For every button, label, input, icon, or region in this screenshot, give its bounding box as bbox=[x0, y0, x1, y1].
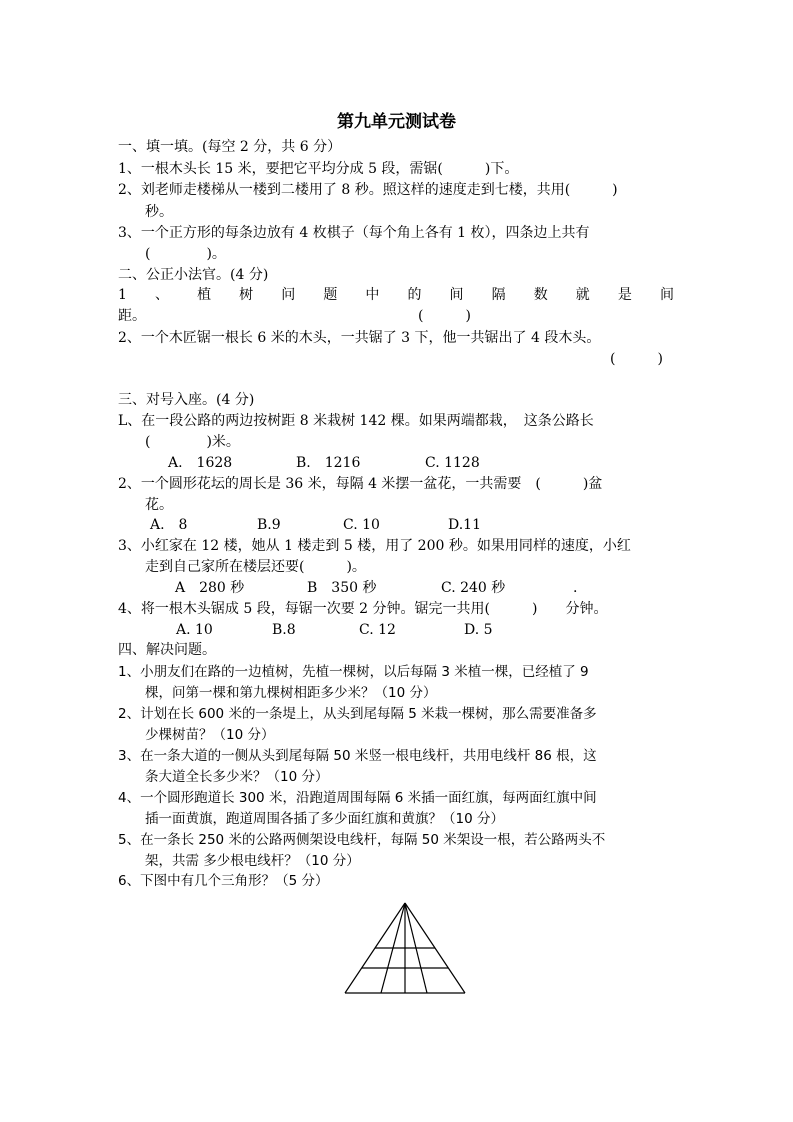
triangle-figure bbox=[340, 900, 470, 996]
section4-q3: 3、在一条大道的一侧从头到尾每隔 50 米竖一根电线杆，共用电线杆 86 根，这 bbox=[118, 748, 597, 764]
section4-q6: 6、下图中有几个三角形？（5 分） bbox=[118, 873, 329, 889]
option: C. 1128 bbox=[425, 455, 480, 471]
section3-q4: 4、将一根木头锯成 5 段，每锯一次要 2 分钟。锯完一共用( ) 分钟。 bbox=[118, 601, 608, 617]
q1-char: 问 bbox=[281, 287, 296, 303]
option: . bbox=[573, 580, 578, 596]
option: A. 8 bbox=[150, 517, 188, 533]
section1-q2-cont: 秒。 bbox=[145, 204, 173, 220]
q1-char: 、 bbox=[155, 287, 169, 303]
section4-q2: 2、计划在长 600 米的一条堤上，从头到尾每隔 5 米栽一棵树，那么需要准备多 bbox=[118, 706, 597, 722]
section4-q4: 4、一个圆形跑道长 300 米，沿跑道周围每隔 6 米插一面红旗，每两面红旗中间 bbox=[118, 790, 597, 806]
section2-header: 二、公正小法官。(4 分) bbox=[118, 267, 269, 283]
page-title: 第九单元测试卷 bbox=[337, 112, 456, 132]
q1-char: 树 bbox=[239, 287, 254, 303]
section1-q3: 3、一个正方形的每条边放有 4 枚棋子（每个角上各有 1 枚），四条边上共有 bbox=[118, 225, 590, 241]
q1-char: 题 bbox=[323, 287, 338, 303]
section4-q4-cont: 插一面黄旗，跑道周围各插了多少面红旗和黄旗？（10 分） bbox=[145, 811, 504, 827]
section3-q3: 3、小红家在 12 楼，她从 1 楼走到 5 楼，用了 200 秒。如果用同样的速度，小红 bbox=[118, 538, 631, 554]
option: C. 240 秒 bbox=[441, 580, 506, 596]
option: B.8 bbox=[272, 622, 296, 638]
section1-header: 一、填一填。(每空 2 分，共 6 分） bbox=[118, 139, 342, 155]
section2-q1-cont: 距。 bbox=[118, 308, 146, 324]
q1-char: 中 bbox=[365, 287, 380, 303]
option: A. 1628 bbox=[168, 455, 233, 471]
section3-q3-cont: 走到自己家所在楼层还要( )。 bbox=[145, 559, 366, 575]
q1-char: 数 bbox=[533, 287, 548, 303]
option: D.11 bbox=[448, 517, 481, 533]
section2-q2-answer-paren: ( ) bbox=[610, 351, 663, 367]
section4-header: 四、解决问题。 bbox=[118, 642, 216, 658]
q1-char: 就 bbox=[575, 287, 590, 303]
section4-q1: 1、小朋友们在路的一边植树，先植一棵树，以后每隔 3 米植一棵，已经植了 9 bbox=[118, 664, 589, 680]
section3-q2: 2、一个圆形花坛的周长是 36 米，每隔 4 米摆一盆花，一共需要 ( )盆 bbox=[118, 476, 603, 492]
section2-q2: 2、一个木匠锯一根长 6 米的木头，一共锯了 3 下，他一共锯出了 4 段木头。 bbox=[118, 330, 601, 346]
q1-char: 植 bbox=[197, 287, 212, 303]
option: B.9 bbox=[257, 517, 281, 533]
section4-q1-cont: 棵，问第一棵和第九棵树相距多少米？（10 分） bbox=[145, 685, 437, 701]
section3-q2-cont: 花。 bbox=[145, 497, 173, 513]
section4-q2-cont: 少棵树苗？（10 分） bbox=[145, 727, 275, 743]
q1-char: 隔 bbox=[491, 287, 506, 303]
q1-char: 是 bbox=[617, 287, 632, 303]
option: C. 12 bbox=[359, 622, 396, 638]
section4-q3-cont: 条大道全长多少米？（10 分） bbox=[145, 769, 329, 785]
q1-char: 间 bbox=[659, 287, 674, 303]
section2-q1-answer-paren: ( ) bbox=[418, 308, 471, 324]
option: A 280 秒 bbox=[175, 580, 245, 596]
option: A. 10 bbox=[176, 622, 213, 638]
option: B 350 秒 bbox=[307, 580, 377, 596]
option: C. 10 bbox=[343, 517, 380, 533]
section1-q3-cont: ( )。 bbox=[145, 246, 226, 262]
section3-header: 三、对号入座。(4 分) bbox=[118, 392, 255, 408]
q1-char: 的 bbox=[407, 287, 422, 303]
section1-q2: 2、刘老师走楼梯从一楼到二楼用了 8 秒。照这样的速度走到七楼，共用( ) bbox=[118, 182, 618, 198]
option: B. 1216 bbox=[296, 455, 361, 471]
q1-char: 1 bbox=[118, 287, 127, 303]
section1-q1: 1、一根木头长 15 米，要把它平均分成 5 段，需锯( )下。 bbox=[118, 161, 519, 177]
section4-q5: 5、在一条长 250 米的公路两侧架设电线杆，每隔 50 米架设一根，若公路两头不 bbox=[118, 832, 606, 848]
section3-q1-cont: ( )米。 bbox=[145, 434, 240, 450]
section3-q1: L、在一段公路的两边按树距 8 米栽树 142 棵。如果两端都栽， 这条公路长 bbox=[118, 413, 594, 429]
section2-q1-justified bbox=[118, 286, 674, 304]
q1-char: 间 bbox=[449, 287, 464, 303]
option: D. 5 bbox=[464, 622, 493, 638]
section4-q5-cont: 架，共需 多少根电线杆？（10 分） bbox=[145, 853, 360, 869]
